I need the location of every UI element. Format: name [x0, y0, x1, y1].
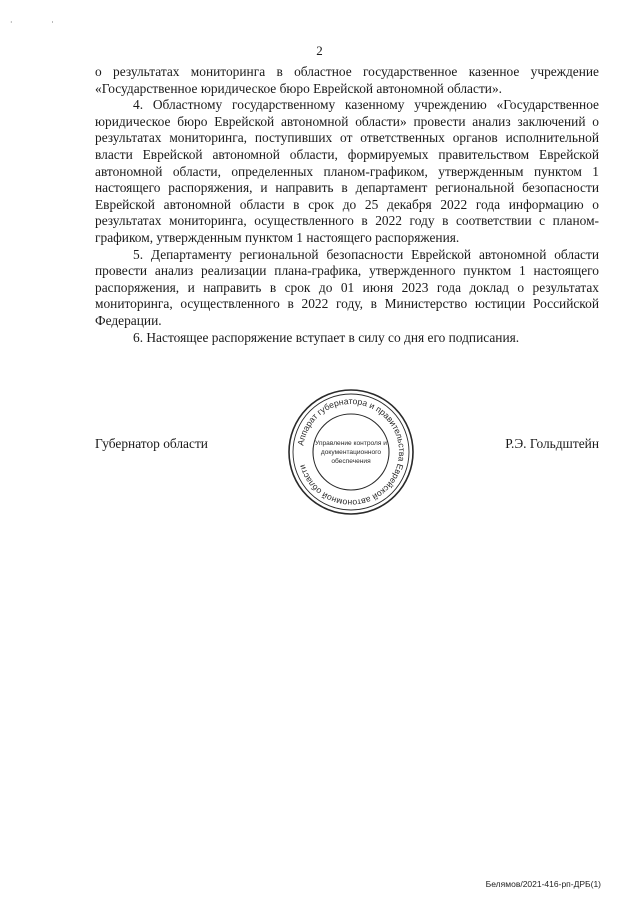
paragraph-item-5: 5. Департаменту региональной безопасности Еврейской автономной области провести анализ реализации плана-графика, утвержденного пунктом 1 настоящего распоряжения, и направить в срок до 01 июня 2023 года доклад о результатах мониторинга, осуществленного в 2022 году, в Министерство юстиции Российской Федерации. — [95, 246, 599, 328]
seal-center-line-1: Управление контроля и — [315, 440, 387, 447]
seal-ring-text: Аппарат губернатора и правительства Еврейской автономной области — [295, 395, 408, 509]
official-seal-stamp — [286, 387, 416, 517]
seal-center-line-3: обеспечения — [331, 458, 371, 465]
page-number: 2 — [316, 43, 323, 58]
scan-artifact-dots: · · — [10, 18, 72, 27]
paragraph-item-4: 4. Областному государственному казенному учреждению «Государственное юридическое бюро Еврейской автономной области» провести анализ заключений о результатах мониторинга, поступивших от ответственных органов исполнительной власти Еврейской автономной области, формируемых правительством Еврейской автономной области, определенных планом-графиком, утвержденным пунктом 1 настоящего распоряжения, и направить в департамент региональной безопасности Еврейской автономной области в срок до 25 декабря 2022 года информацию о результатах мониторинга, осуществленного в 2022 году в соответствии с планом-графиком, утвержденным пунктом 1 настоящего распоряжения. — [95, 97, 599, 245]
document-registration-code: Белямов/2021-416-рп-ДРБ(1) — [485, 879, 601, 889]
paragraph-continuation: о результатах мониторинга в областное государственное казенное учреждение «Государственное юридическое бюро Еврейской автономной области». — [95, 64, 599, 96]
paragraph-item-6: 6. Настоящее распоряжение вступает в силу со дня его подписания. — [133, 329, 520, 345]
signatory-position: Губернатор области — [95, 436, 208, 451]
seal-center-line-2: документационного — [320, 449, 382, 456]
document-body — [95, 64, 599, 346]
signatory-name: Р.Э. Гольдштейн — [505, 436, 599, 451]
